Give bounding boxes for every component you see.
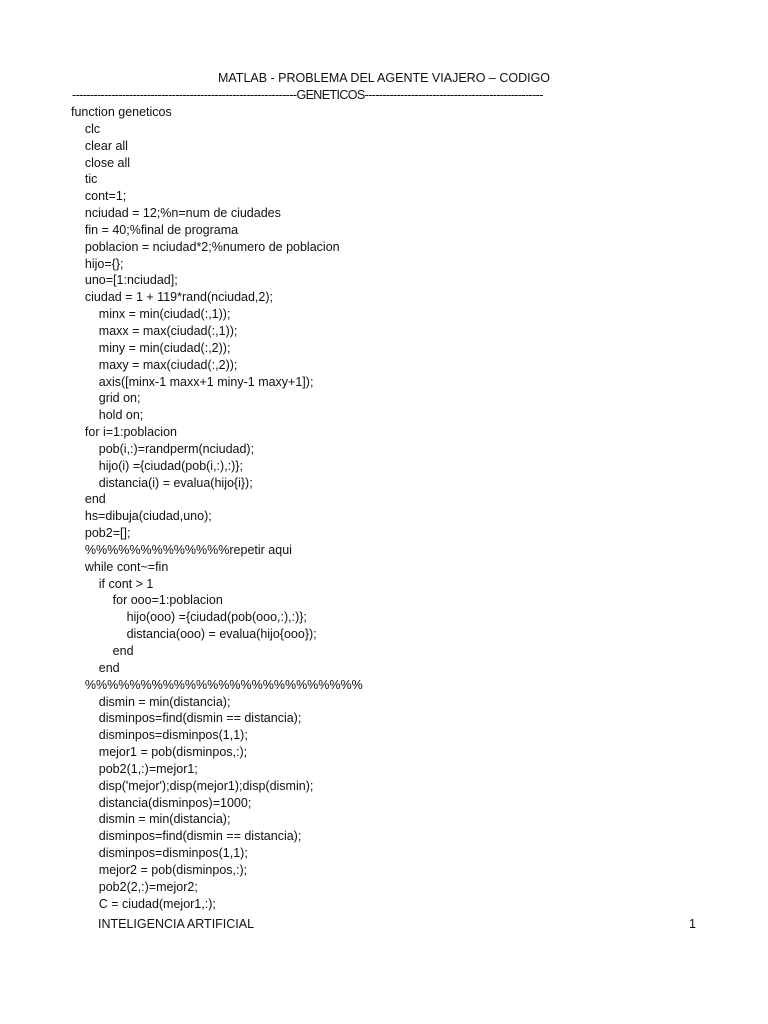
page-number: 1 xyxy=(689,917,696,931)
code-line: tic xyxy=(71,172,98,187)
code-line: mejor2 = pob(disminpos,:); xyxy=(71,862,248,877)
code-line: hijo(ooo) ={ciudad(pob(ooo,:),:)}; xyxy=(71,610,307,625)
code-line: maxx = max(ciudad(:,1)); xyxy=(71,323,238,338)
code-line: clear all xyxy=(71,138,128,153)
code-line: %%%%%%%%%%%%%%%%%%%%%%%%% xyxy=(71,677,363,692)
code-line: grid on; xyxy=(71,391,141,406)
footer-label: INTELIGENCIA ARTIFICIAL xyxy=(98,917,255,931)
code-line: for i=1:poblacion xyxy=(71,425,177,440)
code-line: end xyxy=(71,492,106,507)
code-line: uno=[1:nciudad]; xyxy=(71,273,178,288)
code-line: if cont > 1 xyxy=(71,576,154,591)
code-line: hijo(i) ={ciudad(pob(i,:),:)}; xyxy=(71,458,243,473)
code-line: nciudad = 12;%n=num de ciudades xyxy=(71,206,281,221)
code-line: mejor1 = pob(disminpos,:); xyxy=(71,745,248,760)
code-line: hold on; xyxy=(71,408,144,423)
code-line: maxy = max(ciudad(:,2)); xyxy=(71,357,238,372)
code-line: axis([minx-1 maxx+1 miny-1 maxy+1]); xyxy=(71,374,314,389)
code-line: fin = 40;%final de programa xyxy=(71,222,239,237)
code-line: hijo={}; xyxy=(71,256,124,271)
code-line: minx = min(ciudad(:,1)); xyxy=(71,307,231,322)
code-line: hs=dibuja(ciudad,uno); xyxy=(71,509,212,524)
code-line: disminpos=find(dismin == distancia); xyxy=(71,829,302,844)
code-line: pob2(1,:)=mejor1; xyxy=(71,761,198,776)
code-line: for ooo=1:poblacion xyxy=(71,593,223,608)
code-line: distancia(i) = evalua(hijo{i}); xyxy=(71,475,253,490)
code-line: disminpos=disminpos(1,1); xyxy=(71,846,248,861)
code-line: miny = min(ciudad(:,2)); xyxy=(71,340,231,355)
code-line: dismin = min(distancia); xyxy=(71,694,231,709)
code-line: pob2(2,:)=mejor2; xyxy=(71,879,198,894)
code-line: disminpos=disminpos(1,1); xyxy=(71,728,248,743)
code-line: disp('mejor');disp(mejor1);disp(dismin); xyxy=(71,778,314,793)
code-line: poblacion = nciudad*2;%numero de poblacion xyxy=(71,239,340,254)
section-separator-geneticos: ---------------------------------------------------------------GENETICOS-------------------------------------------------- xyxy=(72,88,543,102)
code-line: end xyxy=(71,660,120,675)
code-line: C = ciudad(mejor1,:); xyxy=(71,896,216,911)
code-line: function geneticos xyxy=(71,105,172,119)
code-line: close all xyxy=(71,155,131,170)
code-listing xyxy=(71,104,363,913)
code-line: pob2=[]; xyxy=(71,526,131,541)
code-line: dismin = min(distancia); xyxy=(71,812,231,827)
code-line: %%%%%%%%%%%%%repetir aqui xyxy=(71,542,292,557)
code-line: distancia(ooo) = evalua(hijo{ooo}); xyxy=(71,627,317,642)
code-line: end xyxy=(71,644,134,658)
code-line: pob(i,:)=randperm(nciudad); xyxy=(71,441,255,456)
document-title: MATLAB - PROBLEMA DEL AGENTE VIAJERO – CODIGO xyxy=(217,71,551,85)
code-line: while cont~=fin xyxy=(71,559,169,574)
code-line: clc xyxy=(71,121,101,136)
code-line: cont=1; xyxy=(71,189,127,204)
code-line: ciudad = 1 + 119*rand(nciudad,2); xyxy=(71,290,273,305)
code-line: distancia(disminpos)=1000; xyxy=(71,795,252,810)
code-line: disminpos=find(dismin == distancia); xyxy=(71,711,302,726)
